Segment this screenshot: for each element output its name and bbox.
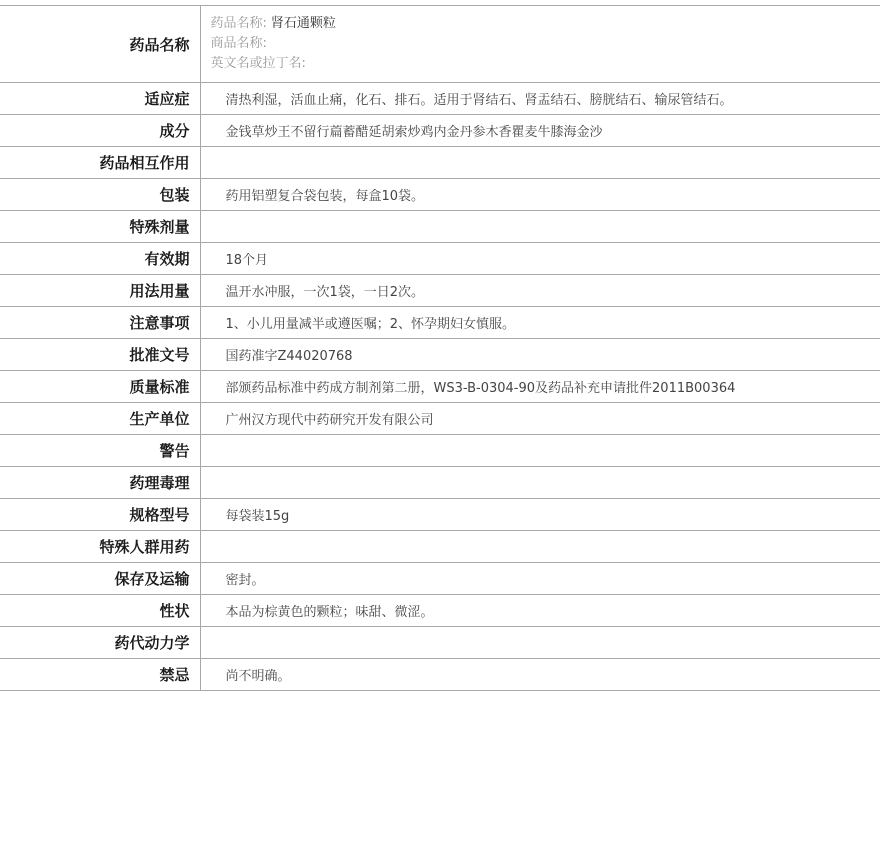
table-row	[0, 339, 880, 371]
name-cell	[200, 6, 880, 83]
table-row	[0, 211, 880, 243]
table-row	[0, 659, 880, 691]
table-row-name	[0, 6, 880, 83]
line-value: 肾石通颗粒	[270, 16, 336, 31]
row-value: 尚不明确。	[225, 669, 291, 684]
row-value: 本品为棕黄色的颗粒；味甜、微涩。	[225, 605, 434, 620]
row-value	[200, 627, 880, 659]
row-label: 用法用量	[0, 275, 200, 307]
row-label: 适应症	[0, 83, 200, 115]
row-value	[200, 147, 880, 179]
table-row	[0, 307, 880, 339]
row-value: 18个月	[225, 253, 269, 268]
row-label: 注意事项	[0, 307, 200, 339]
table-row	[0, 595, 880, 627]
row-value	[200, 531, 880, 563]
table-row	[0, 115, 880, 147]
row-label: 批准文号	[0, 339, 200, 371]
table-row	[0, 83, 880, 115]
latin-name-line	[211, 54, 880, 74]
row-value: 温开水冲服，一次1袋，一日2次。	[225, 285, 425, 300]
row-value: 药用铝塑复合袋包装，每盒10袋。	[225, 189, 425, 204]
line-key: 英文名或拉丁名:	[210, 56, 306, 71]
line-key: 商品名称:	[210, 36, 267, 51]
table-row	[0, 275, 880, 307]
row-value	[200, 211, 880, 243]
row-label: 药品相互作用	[0, 147, 200, 179]
table-row	[0, 531, 880, 563]
row-label: 禁忌	[0, 659, 200, 691]
row-label: 包装	[0, 179, 200, 211]
row-label: 成分	[0, 115, 200, 147]
table-row	[0, 403, 880, 435]
row-value	[200, 435, 880, 467]
row-value: 金钱草炒王不留行萹蓄醋延胡索炒鸡内金丹参木香瞿麦牛膝海金沙	[225, 125, 603, 140]
row-value: 部颁药品标准中药成方制剂第二册，WS3-B-0304-90及药品补充申请批件2011B00364	[225, 381, 736, 396]
table-row	[0, 467, 880, 499]
row-label: 质量标准	[0, 371, 200, 403]
name-line	[211, 14, 880, 34]
row-value: 清热利湿，活血止痛，化石、排石。适用于肾结石、肾盂结石、膀胱结石、输尿管结石。	[225, 93, 733, 108]
table-row	[0, 179, 880, 211]
row-value: 每袋装15g	[225, 509, 290, 524]
row-label: 药理毒理	[0, 467, 200, 499]
row-value: 广州汉方现代中药研究开发有限公司	[225, 413, 434, 428]
row-label: 警告	[0, 435, 200, 467]
row-label: 生产单位	[0, 403, 200, 435]
trade-name-line	[211, 34, 880, 54]
table-row	[0, 563, 880, 595]
table-row	[0, 147, 880, 179]
row-value	[200, 467, 880, 499]
table-row	[0, 435, 880, 467]
table-row	[0, 499, 880, 531]
table-row	[0, 243, 880, 275]
table-row	[0, 371, 880, 403]
line-key: 药品名称:	[210, 16, 267, 31]
row-label: 规格型号	[0, 499, 200, 531]
row-value: 1、小儿用量减半或遵医嘱；2、怀孕期妇女慎服。	[225, 317, 516, 332]
row-label: 有效期	[0, 243, 200, 275]
row-value: 国药准字Z44020768	[225, 349, 353, 364]
row-value: 密封。	[225, 573, 265, 588]
row-label: 性状	[0, 595, 200, 627]
row-label: 保存及运输	[0, 563, 200, 595]
row-label: 药代动力学	[0, 627, 200, 659]
table-row	[0, 627, 880, 659]
row-label: 特殊人群用药	[0, 531, 200, 563]
row-label: 特殊剂量	[0, 211, 200, 243]
row-label: 药品名称	[0, 6, 200, 83]
drug-spec-table	[0, 5, 880, 691]
